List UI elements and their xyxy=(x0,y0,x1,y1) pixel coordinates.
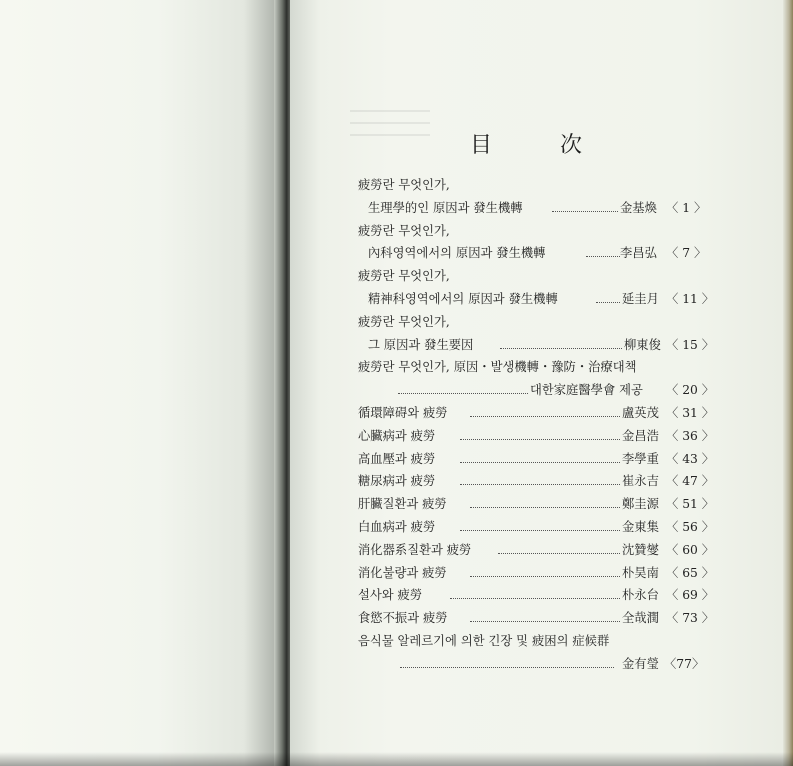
table-of-contents xyxy=(358,174,715,676)
leader-dots xyxy=(470,505,620,508)
leader-dots xyxy=(500,346,622,349)
toc-heading-line xyxy=(358,356,708,379)
toc-heading-line xyxy=(358,311,708,334)
toc-entry xyxy=(358,562,715,585)
leader-dots xyxy=(470,414,620,417)
toc-heading-line xyxy=(358,265,708,288)
toc-author: 全哉潤 xyxy=(622,611,659,626)
leader-dots xyxy=(460,437,620,440)
toc-title: 음식물 알레르기에 의한 긴장 및 疲困의 症候群 xyxy=(358,633,610,648)
toc-title: 肝臟질환과 疲勞 xyxy=(358,497,447,512)
toc-entry xyxy=(358,539,715,562)
toc-entry xyxy=(358,425,715,448)
toc-title: 消化불량과 疲勞 xyxy=(358,565,447,580)
toc-entry-continuation xyxy=(358,653,708,676)
leader-dots xyxy=(498,551,620,554)
toc-entry xyxy=(358,288,715,311)
toc-entry xyxy=(358,493,715,516)
toc-entry xyxy=(358,516,715,539)
toc-title: 高血壓과 疲勞 xyxy=(358,451,436,466)
leader-dots xyxy=(586,254,620,257)
toc-title: 白血病과 疲勞 xyxy=(358,519,436,534)
toc-title: 糖尿病과 疲勞 xyxy=(358,474,436,489)
leader-dots xyxy=(460,528,620,531)
page-title xyxy=(0,128,793,158)
toc-page: 〈77〉 xyxy=(664,656,705,671)
toc-entry xyxy=(358,630,708,653)
toc-title: 生理學的인 原因과 發生機轉 xyxy=(368,200,523,215)
toc-author: 대한家庭醫學會 제공 xyxy=(530,383,643,398)
toc-author: 李學重 xyxy=(622,451,659,466)
toc-title: 그 原因과 發生要因 xyxy=(368,337,474,352)
toc-heading: 疲勞란 무엇인가, xyxy=(358,178,450,192)
toc-author: 盧英茂 xyxy=(622,405,659,420)
toc-page: 〈 15 〉 xyxy=(666,337,715,352)
toc-title: 食慾不振과 疲勞 xyxy=(358,611,448,626)
toc-heading-line xyxy=(358,220,708,243)
leader-dots xyxy=(470,619,620,622)
toc-author: 金昌浩 xyxy=(622,428,659,443)
toc-title: 心臟病과 疲勞 xyxy=(358,428,436,443)
toc-heading: 疲勞란 무엇인가, 原因・발생機轉・豫防・治療대책 xyxy=(358,360,637,375)
toc-title: 循環障碍와 疲勞 xyxy=(358,405,448,420)
title-char-1: 目 xyxy=(470,133,493,158)
toc-page: 〈 43 〉 xyxy=(666,451,715,466)
leader-dots xyxy=(596,300,620,303)
toc-title: 消化器系질환과 疲勞 xyxy=(358,542,472,557)
toc-page: 〈 56 〉 xyxy=(666,519,715,534)
toc-entry xyxy=(358,448,715,471)
toc-author: 沈贊燮 xyxy=(622,542,659,557)
toc-page: 〈 73 〉 xyxy=(666,611,715,626)
toc-author: 朴昊南 xyxy=(622,565,659,580)
toc-author: 柳東俊 xyxy=(624,337,661,352)
toc-entry xyxy=(358,334,715,357)
toc-entry xyxy=(358,470,715,493)
toc-heading: 疲勞란 무엇인가, xyxy=(358,269,450,284)
toc-entry xyxy=(358,197,708,220)
toc-page: 〈 1 〉 xyxy=(666,200,707,215)
toc-heading: 疲勞란 무엇인가, xyxy=(358,223,450,238)
leader-dots xyxy=(470,574,620,577)
toc-page: 〈 11 〉 xyxy=(666,291,715,306)
toc-page: 〈 47 〉 xyxy=(666,474,715,489)
toc-page: 〈 31 〉 xyxy=(666,405,715,420)
toc-heading: 疲勞란 무엇인가, xyxy=(358,314,450,329)
toc-page: 〈 36 〉 xyxy=(666,428,715,443)
toc-author: 金有瑩 xyxy=(622,656,659,671)
toc-page: 〈 60 〉 xyxy=(666,542,715,557)
toc-author: 朴永台 xyxy=(622,588,659,603)
toc-entry xyxy=(358,379,715,402)
toc-entry xyxy=(358,242,708,265)
left-page xyxy=(0,0,287,766)
page-edge xyxy=(783,0,793,766)
toc-heading-line xyxy=(358,174,708,197)
toc-title: 精神科영역에서의 原因과 發生機轉 xyxy=(368,291,558,306)
toc-author: 崔永吉 xyxy=(622,474,659,489)
leader-dots xyxy=(460,460,620,463)
leader-dots xyxy=(398,391,528,394)
toc-page: 〈 20 〉 xyxy=(666,383,715,398)
toc-author: 金基煥 xyxy=(620,200,657,215)
leader-dots xyxy=(460,482,620,485)
bottom-shadow xyxy=(0,752,793,766)
toc-page: 〈 51 〉 xyxy=(666,497,715,512)
toc-author: 延圭月 xyxy=(622,291,659,306)
toc-title: 설사와 疲勞 xyxy=(358,588,423,603)
toc-page: 〈 7 〉 xyxy=(666,246,707,261)
toc-entry xyxy=(358,607,715,630)
toc-page: 〈 69 〉 xyxy=(666,588,715,603)
leader-dots xyxy=(400,665,614,668)
toc-author: 李昌弘 xyxy=(620,246,657,261)
title-char-2: 次 xyxy=(560,133,583,158)
leader-dots xyxy=(552,209,618,212)
toc-page: 〈 65 〉 xyxy=(666,565,715,580)
toc-author: 金東集 xyxy=(622,519,659,534)
toc-entry xyxy=(358,584,715,607)
toc-title: 內科영역에서의 原因과 發生機轉 xyxy=(368,246,546,261)
toc-entry xyxy=(358,402,715,425)
leader-dots xyxy=(450,596,620,599)
toc-author: 鄭圭源 xyxy=(622,497,659,512)
